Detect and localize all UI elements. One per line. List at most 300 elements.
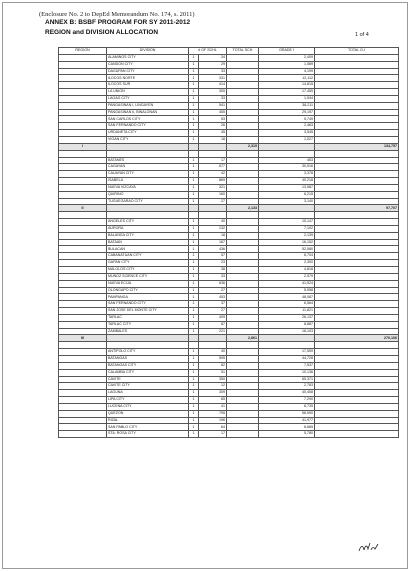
table-row	[59, 54, 399, 61]
cell-division: SAN FERNANDO CITY	[107, 301, 189, 308]
table-row	[59, 390, 399, 397]
cell-school-flag: 1	[189, 123, 199, 130]
cell-grade-one: 7,537	[259, 362, 315, 369]
cell-total-grade-one	[315, 328, 399, 335]
cell-division: BULACAN	[107, 246, 189, 253]
cell-total-schools	[227, 328, 259, 335]
cell-total-grade-one	[315, 54, 399, 61]
table-row	[59, 75, 399, 82]
table-row	[59, 219, 399, 226]
cell-total-grade-one	[315, 280, 399, 287]
table-row	[59, 130, 399, 137]
cell-school-count: 350	[199, 376, 227, 383]
cell-grade-one	[259, 150, 315, 157]
cell-division: TARLAC CITY	[107, 321, 189, 328]
cell-grade-one: 10,136	[259, 369, 315, 376]
cell-total-schools	[227, 184, 259, 191]
table-row	[59, 246, 399, 253]
cell-region	[59, 95, 107, 102]
cell-total-grade-one	[315, 150, 399, 157]
cell-region	[59, 232, 107, 239]
cell-total-schools	[227, 410, 259, 417]
cell-school-flag	[189, 150, 199, 157]
cell-total-schools	[227, 280, 259, 287]
cell-total-schools	[227, 369, 259, 376]
cell-division: SAN CARLOS CITY	[107, 116, 189, 123]
cell-total-grade-one	[315, 212, 399, 219]
cell-total-grade-one	[315, 191, 399, 198]
cell-region	[59, 328, 107, 335]
cell-school-flag: 1	[189, 157, 199, 164]
cell-total-grade-one	[315, 287, 399, 294]
cell-division	[107, 150, 189, 157]
cell-school-count	[199, 335, 227, 342]
cell-region	[59, 82, 107, 89]
table-row	[59, 253, 399, 260]
cell-school-flag: 1	[189, 383, 199, 390]
cell-division	[107, 342, 189, 349]
cell-grade-one: 2,463	[259, 123, 315, 130]
cell-grade-one	[259, 342, 315, 349]
cell-school-count: 27	[199, 308, 227, 315]
cell-school-count: 41	[199, 403, 227, 410]
cell-division: BATANES	[107, 157, 189, 164]
cell-region	[59, 219, 107, 226]
table-row	[59, 273, 399, 280]
cell-school-flag: 1	[189, 328, 199, 335]
cell-school-flag	[189, 335, 199, 342]
cell-school-flag: 1	[189, 191, 199, 198]
cell-grade-one: 6,704	[259, 253, 315, 260]
cell-region	[59, 68, 107, 75]
cell-division: GAPAN CITY	[107, 260, 189, 267]
cell-school-flag: 1	[189, 376, 199, 383]
cell-total-grade-one	[315, 362, 399, 369]
cell-division	[107, 212, 189, 219]
cell-school-flag: 1	[189, 308, 199, 315]
annex-title: ANNEX B: BSBF PROGRAM FOR SY 2011-2012	[45, 19, 191, 26]
cell-region	[59, 273, 107, 280]
cell-school-count: 45	[199, 130, 227, 137]
table-row	[59, 157, 399, 164]
cell-total-grade-one	[315, 232, 399, 239]
table-row	[59, 184, 399, 191]
cell-grade-one: 58,590	[259, 410, 315, 417]
table-row	[59, 102, 399, 109]
table-body	[59, 54, 399, 437]
cell-total-schools	[227, 136, 259, 143]
cell-grade-one: 3,378	[259, 171, 315, 178]
cell-region	[59, 390, 107, 397]
region-subtotal-row	[59, 143, 399, 150]
cell-region	[59, 102, 107, 109]
cell-total-grade-one	[315, 273, 399, 280]
cell-region	[59, 383, 107, 390]
cell-school-count: 40	[199, 349, 227, 356]
cell-total-schools	[227, 260, 259, 267]
cell-total-grade-one	[315, 171, 399, 178]
cell-school-flag: 1	[189, 239, 199, 246]
cell-total-schools	[227, 267, 259, 274]
table-row	[59, 383, 399, 390]
cell-total-grade-one	[315, 198, 399, 205]
cell-grade-one: 4,199	[259, 68, 315, 75]
cell-region: I	[59, 143, 107, 150]
cell-total-grade-one	[315, 267, 399, 274]
cell-division: BATANGAS	[107, 355, 189, 362]
cell-division: MUNOZ SCIENCE CITY	[107, 273, 189, 280]
cell-school-flag: 1	[189, 116, 199, 123]
cell-total-schools	[227, 54, 259, 61]
cell-total-grade-one	[315, 246, 399, 253]
cell-total-grade-one	[315, 123, 399, 130]
table-row	[59, 403, 399, 410]
cell-division: QUEZON	[107, 410, 189, 417]
cell-school-flag: 1	[189, 75, 199, 82]
table-row	[59, 164, 399, 171]
cell-grade-one: 6,564	[259, 301, 315, 308]
table-row	[59, 68, 399, 75]
table-row	[59, 239, 399, 246]
cell-school-count: 33	[199, 273, 227, 280]
cell-school-count: 541	[199, 102, 227, 109]
cell-school-flag: 1	[189, 178, 199, 185]
cell-region	[59, 75, 107, 82]
cell-total-schools	[227, 164, 259, 171]
cell-grade-one: 2,300	[259, 260, 315, 267]
cell-school-count: 64	[199, 424, 227, 431]
cell-region	[59, 342, 107, 349]
cell-division: ANGELES CITY	[107, 219, 189, 226]
cell-school-flag: 1	[189, 267, 199, 274]
cell-grade-one: 2,409	[259, 54, 315, 61]
cell-school-flag: 1	[189, 89, 199, 96]
table-row	[59, 417, 399, 424]
cell-school-flag: 1	[189, 246, 199, 253]
document-page	[2, 2, 408, 569]
cell-division: ALAMINOS CITY	[107, 54, 189, 61]
cell-school-flag: 1	[189, 82, 199, 89]
cell-total-grade-one	[315, 116, 399, 123]
cell-total-schools	[227, 157, 259, 164]
cell-region	[59, 431, 107, 438]
cell-total-grade-one	[315, 95, 399, 102]
cell-grade-one: 16,152	[259, 239, 315, 246]
cell-total-grade-one: 270,106	[315, 335, 399, 342]
cell-region	[59, 260, 107, 267]
cell-division	[107, 335, 189, 342]
cell-total-schools	[227, 355, 259, 362]
cell-total-grade-one	[315, 253, 399, 260]
cell-total-schools	[227, 68, 259, 75]
cell-region	[59, 89, 107, 96]
table-row	[59, 355, 399, 362]
cell-total-schools	[227, 314, 259, 321]
cell-total-grade-one	[315, 89, 399, 96]
cell-division: LIPA CITY	[107, 397, 189, 404]
table-row	[59, 232, 399, 239]
table-row	[59, 61, 399, 68]
cell-school-count: 409	[199, 314, 227, 321]
cell-region	[59, 157, 107, 164]
table-row	[59, 369, 399, 376]
cell-school-count: 27	[199, 198, 227, 205]
cell-total-grade-one	[315, 410, 399, 417]
cell-total-schools	[227, 246, 259, 253]
cell-school-count	[199, 143, 227, 150]
cell-region	[59, 116, 107, 123]
cell-school-flag: 1	[189, 164, 199, 171]
header-region: REGION	[59, 48, 107, 55]
table-row	[59, 123, 399, 130]
cell-school-count: 38	[199, 267, 227, 274]
cell-school-count: 40	[199, 219, 227, 226]
cell-division: CALAMBA CITY	[107, 369, 189, 376]
cell-grade-one: 4,818	[259, 267, 315, 274]
cell-grade-one: 13,587	[259, 184, 315, 191]
cell-grade-one	[259, 205, 315, 212]
table-row	[59, 376, 399, 383]
table-row	[59, 171, 399, 178]
cell-school-flag: 1	[189, 68, 199, 75]
cell-region	[59, 246, 107, 253]
region-subtotal-row	[59, 205, 399, 212]
cell-region	[59, 171, 107, 178]
cell-region: II	[59, 205, 107, 212]
cell-division: ILOCOS SUR	[107, 82, 189, 89]
cell-region	[59, 376, 107, 383]
cell-region	[59, 164, 107, 171]
cell-total-schools	[227, 130, 259, 137]
cell-school-flag: 1	[189, 102, 199, 109]
cell-school-count: 17	[199, 157, 227, 164]
signature-mark	[358, 541, 380, 553]
cell-grade-one: 10,147	[259, 219, 315, 226]
cell-total-schools	[227, 342, 259, 349]
table-row	[59, 287, 399, 294]
cell-grade-one: 463	[259, 157, 315, 164]
cell-total-schools	[227, 95, 259, 102]
cell-total-schools	[227, 82, 259, 89]
cell-total-grade-one	[315, 369, 399, 376]
cell-region	[59, 287, 107, 294]
cell-school-flag: 1	[189, 369, 199, 376]
cell-school-count: 331	[199, 75, 227, 82]
table-row	[59, 178, 399, 185]
cell-school-flag: 1	[189, 390, 199, 397]
cell-region	[59, 267, 107, 274]
table-row	[59, 342, 399, 349]
cell-grade-one: 12,112	[259, 75, 315, 82]
cell-division: AURORA	[107, 225, 189, 232]
cell-school-flag: 1	[189, 314, 199, 321]
cell-division: LAOAG CITY	[107, 95, 189, 102]
cell-grade-one: 29,197	[259, 109, 315, 116]
cell-total-schools	[227, 150, 259, 157]
cell-division: ILOCOS NORTE	[107, 75, 189, 82]
cell-division: CANDON CITY	[107, 61, 189, 68]
cell-school-flag: 1	[189, 287, 199, 294]
cell-school-flag	[189, 205, 199, 212]
cell-division: STA. ROSA CITY	[107, 431, 189, 438]
cell-school-flag: 1	[189, 397, 199, 404]
table-row	[59, 280, 399, 287]
cell-total-grade-one	[315, 383, 399, 390]
cell-school-flag	[189, 143, 199, 150]
table-row	[59, 136, 399, 143]
table-row	[59, 260, 399, 267]
cell-division: LUCENA CITY	[107, 403, 189, 410]
cell-total-schools	[227, 232, 259, 239]
cell-division: CAVITE	[107, 376, 189, 383]
cell-division: RIZAL	[107, 417, 189, 424]
table-row	[59, 212, 399, 219]
cell-total-schools	[227, 212, 259, 219]
header-grade-one: GRADE I	[259, 48, 315, 55]
cell-total-grade-one: 134,757	[315, 143, 399, 150]
cell-total-grade-one	[315, 136, 399, 143]
cell-grade-one	[259, 143, 315, 150]
cell-division: SAN PABLO CITY	[107, 424, 189, 431]
table-row	[59, 109, 399, 116]
cell-total-schools	[227, 431, 259, 438]
cell-total-grade-one	[315, 225, 399, 232]
cell-region	[59, 239, 107, 246]
cell-region	[59, 417, 107, 424]
cell-school-flag	[189, 342, 199, 349]
cell-division: CAGAYAN	[107, 164, 189, 171]
cell-grade-one: 2,139	[259, 232, 315, 239]
table-row	[59, 328, 399, 335]
table-row	[59, 191, 399, 198]
cell-grade-one: 11,821	[259, 308, 315, 315]
cell-total-grade-one	[315, 260, 399, 267]
cell-division: URDANETA CITY	[107, 130, 189, 137]
cell-total-schools	[227, 308, 259, 315]
cell-grade-one: 6,735	[259, 403, 315, 410]
cell-total-grade-one	[315, 314, 399, 321]
enclosure-note: (Enclosure No. 2 to DepEd Memorandum No. 174, s. 2011)	[39, 11, 195, 18]
cell-division: CABANATUAN CITY	[107, 253, 189, 260]
table-row	[59, 225, 399, 232]
cell-total-schools	[227, 417, 259, 424]
table-row	[59, 431, 399, 438]
cell-region	[59, 109, 107, 116]
cell-school-count: 132	[199, 225, 227, 232]
table-row	[59, 198, 399, 205]
cell-division: OLONGAPO CITY	[107, 287, 189, 294]
page-number: 1 of 4	[355, 32, 369, 38]
region-subtotal-row	[59, 335, 399, 342]
cell-division: ZAMBALES	[107, 328, 189, 335]
table-row	[59, 308, 399, 315]
cell-total-schools	[227, 171, 259, 178]
cell-division: TARLAC	[107, 314, 189, 321]
cell-total-schools	[227, 397, 259, 404]
cell-school-count: 221	[199, 328, 227, 335]
cell-grade-one: 6,689	[259, 424, 315, 431]
cell-division: BATAAN	[107, 239, 189, 246]
cell-grade-one: 40,218	[259, 178, 315, 185]
cell-total-schools	[227, 116, 259, 123]
cell-total-schools	[227, 75, 259, 82]
table-row	[59, 301, 399, 308]
table-row	[59, 294, 399, 301]
table-row	[59, 82, 399, 89]
cell-total-schools	[227, 287, 259, 294]
cell-school-flag: 1	[189, 171, 199, 178]
cell-region	[59, 212, 107, 219]
cell-total-grade-one	[315, 294, 399, 301]
cell-school-flag: 1	[189, 54, 199, 61]
cell-region	[59, 301, 107, 308]
cell-total-grade-one	[315, 342, 399, 349]
cell-division: ANTIPOLO CITY	[107, 349, 189, 356]
cell-total-grade-one	[315, 390, 399, 397]
cell-region	[59, 314, 107, 321]
cell-school-flag: 1	[189, 349, 199, 356]
cell-division: ISABELA	[107, 178, 189, 185]
cell-school-count: 51	[199, 369, 227, 376]
cell-school-count: 305	[199, 89, 227, 96]
table-row	[59, 267, 399, 274]
cell-school-count: 869	[199, 178, 227, 185]
cell-division: PANGASINAN I, LINGAYEN	[107, 102, 189, 109]
cell-region	[59, 349, 107, 356]
cell-total-schools	[227, 61, 259, 68]
cell-total-grade-one	[315, 355, 399, 362]
cell-division: NUEVA ECIJA	[107, 280, 189, 287]
cell-division: CAUAYAN CITY	[107, 171, 189, 178]
cell-school-count: 23	[199, 260, 227, 267]
cell-school-flag: 1	[189, 130, 199, 137]
cell-school-count: 27	[199, 287, 227, 294]
cell-school-flag: 1	[189, 260, 199, 267]
cell-total-grade-one	[315, 424, 399, 431]
cell-school-flag: 1	[189, 273, 199, 280]
cell-division: MALOLOS CITY	[107, 267, 189, 274]
cell-grade-one: 7,102	[259, 225, 315, 232]
cell-school-flag: 1	[189, 280, 199, 287]
cell-region	[59, 150, 107, 157]
cell-region	[59, 424, 107, 431]
cell-school-count: 309	[199, 390, 227, 397]
cell-total-schools	[227, 239, 259, 246]
cell-region	[59, 369, 107, 376]
table-row	[59, 116, 399, 123]
cell-total-schools	[227, 225, 259, 232]
cell-division: SAN FERNANDO CITY	[107, 123, 189, 130]
header-total-grade-one: TOTAL G-I	[315, 48, 399, 55]
cell-region	[59, 280, 107, 287]
cell-grade-one: 5,749	[259, 116, 315, 123]
cell-grade-one: 38,211	[259, 102, 315, 109]
cell-division: VIGAN CITY	[107, 136, 189, 143]
cell-total-grade-one	[315, 82, 399, 89]
cell-school-flag: 1	[189, 253, 199, 260]
cell-division: BATANGAS CITY	[107, 362, 189, 369]
cell-grade-one: 1,027	[259, 136, 315, 143]
cell-division: DAGUPAN CITY	[107, 68, 189, 75]
cell-school-count: 12	[199, 383, 227, 390]
cell-region	[59, 184, 107, 191]
cell-total-schools	[227, 102, 259, 109]
cell-school-flag: 1	[189, 198, 199, 205]
cell-region	[59, 178, 107, 185]
cell-region	[59, 321, 107, 328]
table-header-row	[59, 48, 399, 55]
cell-total-grade-one: 97,707	[315, 205, 399, 212]
